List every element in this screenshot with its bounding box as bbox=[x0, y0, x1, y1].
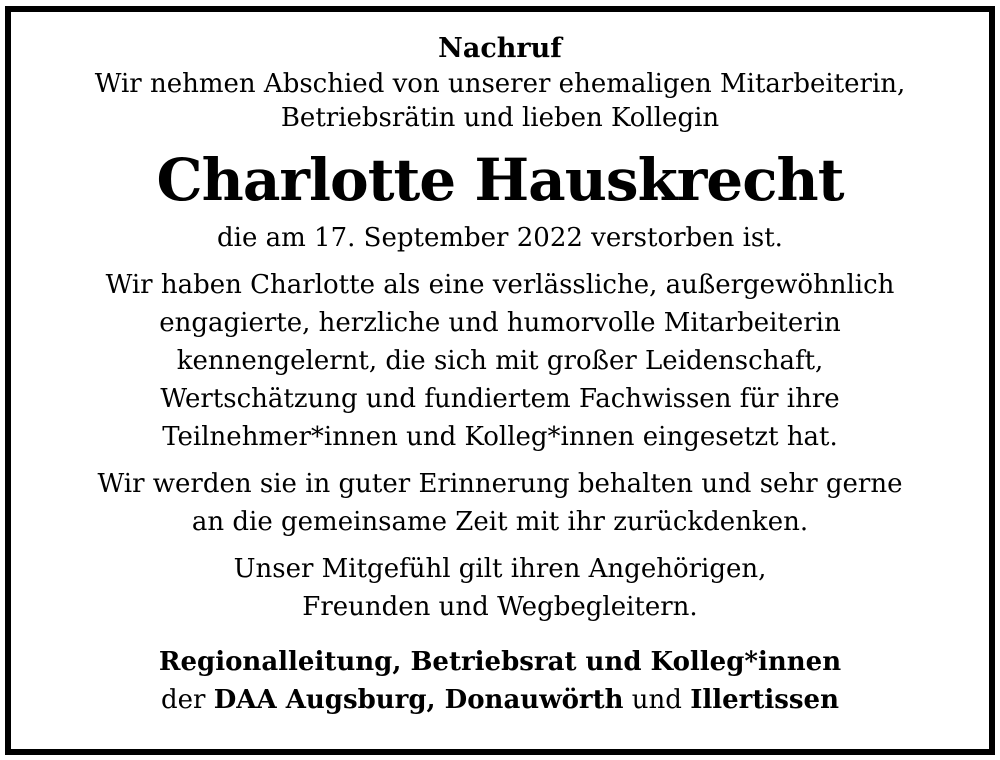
intro-line-2: Betriebsrätin und lieben Kollegin bbox=[280, 103, 720, 133]
signature-city: Illertissen bbox=[690, 685, 839, 715]
deceased-name: Charlotte Hauskrecht bbox=[156, 146, 844, 214]
obituary-notice-frame bbox=[5, 6, 995, 755]
tribute-paragraph bbox=[11, 266, 989, 456]
memory-paragraph bbox=[11, 465, 989, 541]
signature-prefix: der bbox=[161, 685, 206, 715]
condolence-line-1: Unser Mitgefühl gilt ihren Angehörigen, bbox=[233, 554, 767, 584]
signature-line-2 bbox=[11, 681, 989, 719]
memory-line-2: an die gemeinsame Zeit mit ihr zurückdenken. bbox=[191, 507, 809, 537]
condolence-paragraph bbox=[11, 550, 989, 626]
tribute-line-3: kennengelernt, die sich mit großer Leidenschaft, bbox=[176, 346, 824, 376]
tribute-line-2: engagierte, herzliche und humorvolle Mitarbeiterin bbox=[159, 308, 841, 338]
intro-line-1: Wir nehmen Abschied von unserer ehemaligen Mitarbeiterin, bbox=[94, 69, 906, 99]
tribute-line-5: Teilnehmer*innen und Kolleg*innen eingesetzt hat. bbox=[162, 422, 838, 452]
notice-heading: Nachruf bbox=[438, 33, 562, 64]
condolence-line-2: Freunden und Wegbegleitern. bbox=[302, 592, 698, 622]
signature-organization: DAA Augsburg, Donauwörth bbox=[213, 685, 624, 715]
tribute-line-1: Wir haben Charlotte als eine verlässliche, außergewöhnlich bbox=[105, 270, 895, 300]
date-of-death-line: die am 17. September 2022 verstorben ist. bbox=[217, 223, 783, 253]
signature-conjunction: und bbox=[631, 685, 682, 715]
signature-block bbox=[11, 643, 989, 719]
signature-line-1: Regionalleitung, Betriebsrat und Kolleg*innen bbox=[158, 647, 842, 677]
intro-text bbox=[11, 67, 989, 135]
memory-line-1: Wir werden sie in guter Erinnerung behalten und sehr gerne bbox=[97, 469, 903, 499]
tribute-line-4: Wertschätzung und fundiertem Fachwissen für ihre bbox=[160, 384, 840, 414]
